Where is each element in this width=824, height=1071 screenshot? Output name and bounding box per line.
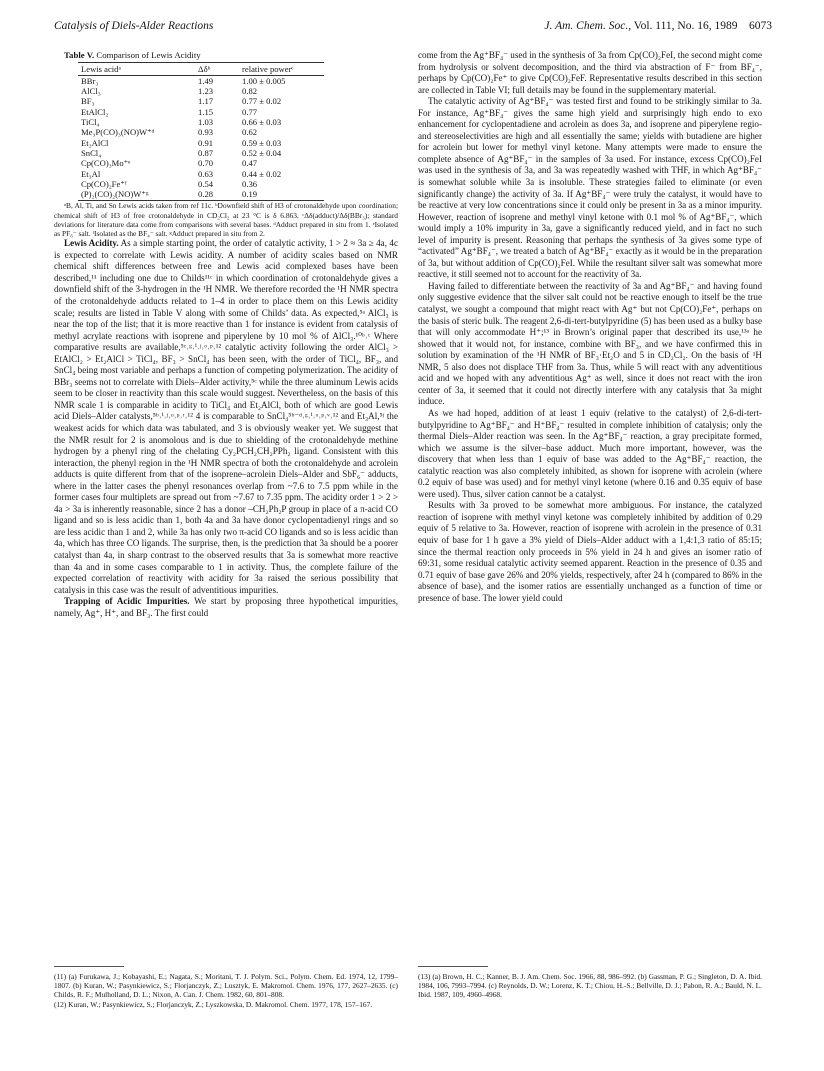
table-row [78,179,324,189]
footnote-rule [418,966,488,967]
lewis-acid-cell: EtAlCl₂ [81,106,109,117]
table-row [78,138,324,148]
table-row [78,86,324,96]
page-number: 6073 [749,20,772,32]
lewis-acid-cell: SnCl₄ [81,147,102,158]
lewis-acid-cell: Me₃P(CO)₃(NO)W⁺ᵈ [81,127,155,138]
footnotes-left [54,972,398,1009]
left-column [54,50,398,619]
relative-power-cell: 0.77 ± 0.02 [242,96,282,107]
lewis-acid-cell: AlCl₃ [81,86,101,97]
lewis-acid-cell: Et₂AlCl [81,137,109,148]
delta-shift-cell: 0.63 [198,168,214,179]
table-row [78,117,324,127]
footnote: (11) (a) Furukawa, J.; Kobayashi, E.; Nagata, S.; Moritani, T. J. Polym. Sci., Polym. Chem. Ed. 1974, 12, 1799–1807. (b) Kuran, W.; Pasynkiewicz, S.; Florjanczyk, Z.; Lusztyk, E. Makromol. Chem. 1976, 177, 2627–2635. (c) Childs, R. F.; Mulholland, D. L.; Nixon, A. Can. J. Chem. 1982, 60, 801–808. [54,972,398,1000]
footnote: (13) (a) Brown, H. C.; Kanner, B. J. Am. Chem. Soc. 1966, 88, 986–992. (b) Gassman, P. G.; Singleton, D. A. Ibid. 1984, 106, 7993–7994. (c) Reynolds, D. W.; Lorenz, K. T.; Chiou, H.-S.; Bellville, D. J.; Pabon, R. A.; Bauld, N. L. Ibid. 1987, 109, 4960–4968. [418,972,762,1000]
lewis-acidity-table [78,62,324,202]
delta-shift-cell: 1.23 [198,86,214,97]
table-row [78,148,324,158]
delta-shift-cell: 0.54 [198,178,214,189]
lewis-acid-cell: BF₃ [81,96,95,107]
table-row [78,158,324,168]
relative-power-cell: 0.77 [242,106,258,117]
delta-shift-cell: 0.70 [198,158,214,169]
delta-shift-cell: 0.87 [198,147,214,158]
table-body [78,75,324,201]
paragraph: As we had hoped, addition of at least 1 equiv (relative to the catalyst) of 2,6-di-tert-butylpyridine to Ag⁺BF₄⁻ and H⁺BF₄⁻ resulted in complete inhibition of catalysis; only the thermal Diels–Alder reaction was seen. In the Ag⁺BF₄⁻ reaction, a gray precipitate formed, which we assume is the silver–base adduct. Much more important, however, was the discovery that when less than 1 equiv of base was added to the Ag⁺BF₄⁻ reaction, the catalytic reaction was also completely inhibited, as shown for isoprene with acrolein (where 0.2 equiv of base was used) and for methyl vinyl ketone (where 0.16 and 0.35 equiv of base were used). Thus, silver cation cannot be a catalyst. [418,407,762,499]
relative-power-cell: 1.00 ± 0.005 [242,75,286,86]
paragraph: The catalytic activity of Ag⁺BF₄⁻ was tested first and found to be strikingly similar to 3a. For instance, Ag⁺BF₄⁻ gives the same high yield and surprisingly high endo to exo enhancement for cyclopentadiene and acrolein as does 3a, and isoprene and piperylene regio- and stereoselectivities are high and all essentially the same; yields with butadiene are higher for acrolein but lower for methyl vinyl ketone. Many attempts were made to ensure the complete absence of Ag⁺BF₄⁻ in the samples of 3a used. For instance, excess Cp(CO)₂FeI was used in the synthesis of 3a, and 3a was repeatedly washed with THF, in which Ag⁺BF₄⁻ is somewhat soluble while 3a is insoluble. These strategies failed to eliminate (or even significantly change) the activity of 3a. If Ag⁺BF₄⁻ were truly the catalyst, it would have to be reactive at very low concentrations since it could only be present in 3a as a minor impurity. However, reaction of isoprene and methyl vinyl ketone with 0.1 mol % of Ag⁺BF₄⁻, which would imply a 10% impurity in 3a, gave a significantly reduced yield, and in fact no such level of impurity is present. Reasoning that perhaps the synthesis of 3a gives some type of “activated” Ag⁺BF₄⁻, we treated a batch of Ag⁺BF₄⁻ exactly as it would be in the preparation of 3a, but without addition of Cp(CO)₂FeI. While the resultant silver salt was somewhat more reactive, it still seemed not to account for the reactivity of 3a. [418,96,762,280]
volume-issue-year: Vol. 111, No. 16, 1989 [633,20,738,32]
relative-power-cell: 0.52 ± 0.04 [242,147,282,158]
col-header-lewis-acid: Lewis acidᵃ [78,62,195,75]
relative-power-cell: 0.62 [242,127,258,138]
section-heading: Trapping of Acidic Impurities. [64,596,190,607]
lewis-acid-cell: TiCl₄ [81,117,100,128]
lewis-acid-cell: Cp(CO)₂Fe⁺ᶠ [81,178,127,189]
table-row [78,169,324,179]
table-caption: Comparison of Lewis Acidity [96,50,201,60]
col-header-relative-power: relative powerᶜ [239,62,324,75]
right-column [418,50,762,604]
lewis-acid-cell: Cp(CO)₃Mo⁺ᵉ [81,158,131,169]
table-row [78,75,324,86]
relative-power-cell: 0.36 [242,178,258,189]
footnotes-right [418,972,762,1000]
lewis-acid-cell: (P)₂(CO)₂(NO)W⁺ᵍ [78,189,195,201]
relative-power-cell: 0.66 ± 0.03 [242,117,282,128]
table-row [78,189,324,201]
table-row [78,96,324,106]
lewis-acid-cell: Et₃Al [81,168,101,179]
delta-shift-cell: 1.03 [198,117,214,128]
paragraph: come from the Ag⁺BF₄⁻ used in the synthesis of 3a from Cp(CO)₂FeI, the second might come from hydrolysis or solvent decomposition, and the third via abstraction of F⁻ from BF₄⁻, perhaps by Cp(CO)₂Fe⁺ to give Cp(CO)₂FeF. Representative results described in this section are collected in Table VI; full details may be found in the supplementary material. [418,50,762,95]
footnote: (12) Kuran, W.; Pasynkiewicz, S.; Florjanczyk, Z.; Lyszkowska, D. Makromol. Chem. 1977, 178, 157–167. [54,999,373,1009]
delta-shift-cell: 1.49 [198,75,214,86]
table-header-row [78,62,324,75]
table-row [78,127,324,137]
relative-power-cell: 0.19 [239,189,324,201]
relative-power-cell: 0.44 ± 0.02 [242,168,282,179]
table-row [78,107,324,117]
delta-shift-cell: 1.17 [198,96,214,107]
relative-power-cell: 0.59 ± 0.03 [242,137,282,148]
journal-citation-header [544,20,772,32]
lewis-acid-cell: BBr₃ [81,75,99,86]
paragraph [54,596,398,619]
paragraph [54,238,398,596]
paragraph: Results with 3a proved to be somewhat more ambiguous. For instance, the catalyzed reaction of isoprene with methyl vinyl ketone was completely inhibited by addition of 0.29 equiv of 5 relative to 3a. However, reaction of isoprene with acrolein in the presence of 0.31 equiv of base for 1 h gave a 3% yield of Diels–Alder adduct with a 1,4:1,3 ratio of 85:15; since the thermal reaction only proceeds in 5% yield in 24 h and gives an isomer ratio of 69:31, some residual catalytic activity seemed apparent. Reaction in the presence of 0.35 and 0.71 equiv of base gave 26% and 20% yields, respectively, after 24 h (compared to 86% in the absence of base), and the isomer ratios are essentially unchanged as a function of time or presence of base. The lower yield could [418,500,762,603]
table-label: Table V. [64,50,95,60]
paragraph: Having failed to differentiate between the reactivity of 3a and Ag⁺BF₄⁻ and having found only suggestive evidence that the silver salt could not be reactive enough to itself be the true catalyst, we sought a compound that might react with Ag⁺ but not Cp(CO)₂Fe⁺, perhaps on the basis of steric bulk. The reagent 2,6-di-tert-butylpyridine (5) has been used as a bulky base that will only accommodate H⁺;¹³ in Brown’s original paper that described its use,¹³ᵃ he showed that it would not, for instance, combine with BF₃, and we have confirmed this in solution by examination of the ¹H NMR of BF₃·Et₂O and 5 in CD₂Cl₂. On the basis of ¹H NMR, 5 also does not displace THF from 3a. Thus, while 5 will react with any adventitious acid and we hoped with any adventitious Ag⁺ as well, since it does not react with the iron center of 3a, it seemed that it could not directly interfere with any catalysis that 3a might induce. [418,280,762,407]
delta-shift-cell: 0.91 [198,137,214,148]
section-heading: Lewis Acidity. [64,238,119,249]
relative-power-cell: 0.47 [242,158,258,169]
delta-shift-cell: 1.15 [198,106,214,117]
journal-name: J. Am. Chem. Soc., [544,20,632,32]
paragraph-text: We start by proposing three hypothetical impurities, namely, Ag⁺, H⁺, and BF₃. The first could [54,596,399,618]
delta-shift-cell: 0.93 [198,127,214,138]
footnote-rule [54,966,124,967]
delta-shift-cell: 0.28 [195,189,239,201]
col-header-delta-shift: Δδᵇ [195,62,239,75]
table-footnotes: ᵃB, Al, Ti, and Sn Lewis acids taken from ref 11c. ᵇDownfield shift of H3 of crotonaldehyde upon coordination; chemical shift of H3 of free crotonaldehyde in CD₂Cl₂ at 23 °C is δ 6.863. ᶜΔδ(adduct)/Δδ(BBr₃); standard deviations for literature data come from comparisons with several bases. ᵈAdduct prepared in situ from 1. ᵉIsolated as PF₆⁻ salt. ᶠIsolated as the BF₄⁻ salt. ᵍAdduct prepared in situ from 2. [54,201,398,239]
table-title [54,50,398,62]
running-title: Catalysis of Diels-Alder Reactions [54,20,214,32]
relative-power-cell: 0.82 [242,86,258,97]
paragraph-text: As a simple starting point, the order of catalytic activity, 1 > 2 ≈ 3a ≥ 4a, 4c is expected to correlate with Lewis acidity. A number of acidity scales based on NMR chemical shift differences between free and Lewis acid complexed bases have been described,¹¹ including one due to Childs¹¹ᶜ in which coordination of crotonaldehyde gives a downfield shift of the 3-hydrogen in the ¹H NMR. We therefore recorded the ¹H NMR spectra of the crotonaldehyde adducts related to 1–4 in order to place them on this Lewis acidity scale; results are listed in Table V along with some of Childs’ data. As expected,⁵ᵃ AlCl₃ is near the top of the list; that it is more reactive than 1 for instance is evident from catalysis of methyl acrylate reactions with isoprene and piperylene by 10 mol % of AlCl₃.¹⁰ᵇ˒ᶜ Where comparative results are available,⁵ᶜ˒ᵍ˒ⁱ˒ʲ˒ᵒ˒ᵖ˒¹² catalytic activity following the order AlCl₃ > EtAlCl₂ > Et₂AlCl > TiCl₄, BF₃ > SnCl₄ has been seen, with the order of TiCl₄, BF₃, and SnCl₄ being most variable and perhaps a function of competing polymerization. The acidity of BBr₃ seems not to correlate with Diels–Alder activity,⁵ᶜ while the three aluminum Lewis acids seem to be closer in reactivity than this scale would suggest. Nevertheless, on the basis of this NMR scale 1 is comparable in acidity to TiCl₄ and Et₂AlCl, both of which are good Lewis acid Diels–Alder catalysts,⁵ᵇ˒ⁱ˒ʲ˒ᵒ˒ᵖ˒ʳ˒¹² 4 is comparable to SnCl₄⁵ᵇ⁻ᵈ˒ᵍ˒ⁱ˒ᵒ˒ᵖ˒ᵛ˒¹² and Et₃Al,⁵ʲ the weakest acids for which data was tabulated, and 3 is obviously weaker yet. We suggest that the NMR result for 2 is anomolous and is due to shielding of the crotonaldehyde methine hydrogen by a phenyl ring of the chelating Cy₂PCH₂CH₂PPh₂ ligand. Consistent with this interaction, the phenyl region in the ¹H NMR spectra of both the crotonaldehyde and acrolein adducts is quite different from that of the isoprene–acrolein Diels–Alder and SbF₆⁻ adducts, where in the latter cases the phenyl resonances overlap from ~7.6 to 7.5 ppm while in the former cases four multiplets are spread out from ~7.67 to 7.35 ppm. The acidity order 1 > 2 > 4a > 3a is inherently reasonable, since 2 has a donor –CH₂Ph₂P group in place of a π-acid CO ligand and so is less acidic than 1, both 4a and 3a have donor cyclopentadienyl rings and so are less acidic than 1 and 2, while 3a has only two π-acid CO ligands and so is less acidic than 4a, which has three CO ligands. The surprise, then, is the prediction that 3a should be a poorer catalyst than 4a, in sharp contrast to the observed results that 3a is somewhat more reactive than 4a and in some cases comparable to 1 in activity. Thus, the complete failure of the expected correlation of reactivity with acidity for 3a raised the serious possibility that catalysis in this case was the result of adventitious impurities. [54,238,398,595]
